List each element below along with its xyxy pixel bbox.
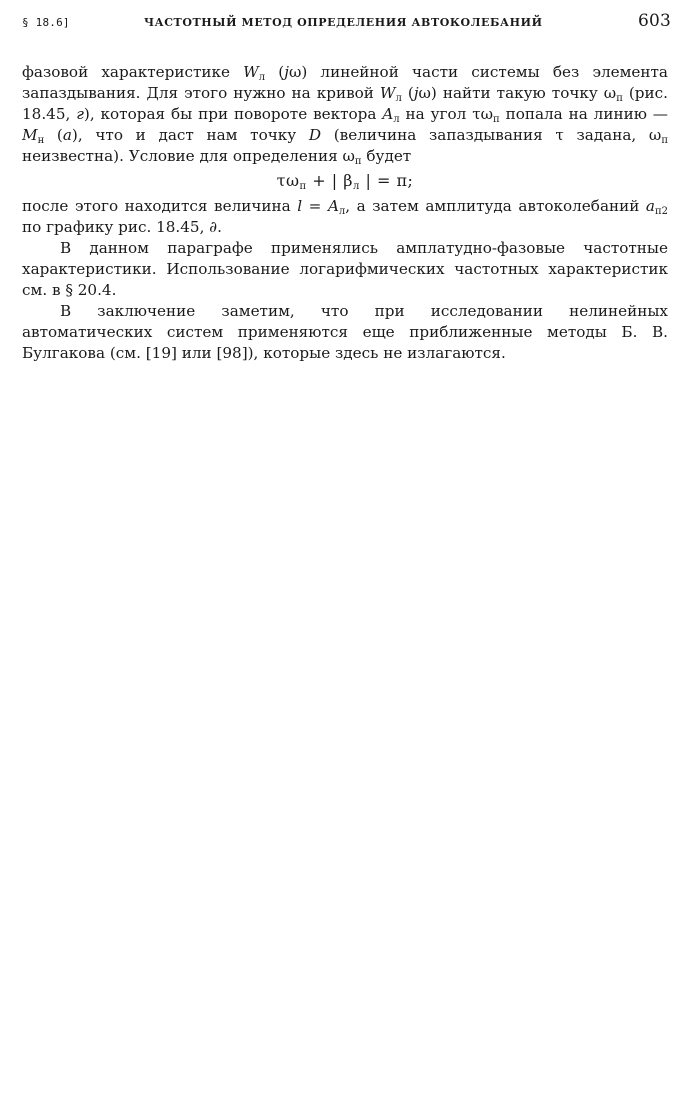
paragraph-2: после этого находится величина $l = A_л$, а затем амплитуда автоколебаний $a_{п2}$ по графику рис. 18.45, ∂. — [22, 197, 669, 236]
running-title: ЧАСТОТНЫЙ МЕТОД ОПРЕДЕЛЕНИЯ АВТОКОЛЕБАНИЙ — [144, 16, 543, 29]
phase-condition-formula: $\tau\omega_п$ + | $\beta_л$ | = π; — [276, 171, 414, 192]
paragraph-1: фазовой характеристике $W_л$ (jω) линейной части системы без элемента запаздывания. Для этого нужно на кривой $W_л$ (jω) найти такую точку $\omega_п$ (рис. 18.45, г), которая бы при повороте вектора $A_л$ на угол $\tau\omega_п$ попала на линию — $M_н$ (a), что и даст нам точку D (величина запаздывания τ задана, $\omega_п$ неизвестна). Условие для определения $\omega_п$ будет — [22, 63, 668, 167]
page-number: 603 — [637, 11, 671, 31]
section-ref: § 18.6] — [22, 16, 70, 29]
paragraph-4: В заключение заметим, что при исследовании нелинейных автоматических систем применяются еще приближенные методы Б. В. Булгакова (см. [19] или [98]), которые здесь не излагаются. — [22, 302, 668, 362]
page-header — [22, 10, 671, 32]
paragraph-3: В данном параграфе применялись амплатудно-фазовые частотные характеристики. Использование логарифмических частотных характеристик см. в § 20.4. — [22, 239, 668, 299]
body-text — [22, 62, 668, 364]
